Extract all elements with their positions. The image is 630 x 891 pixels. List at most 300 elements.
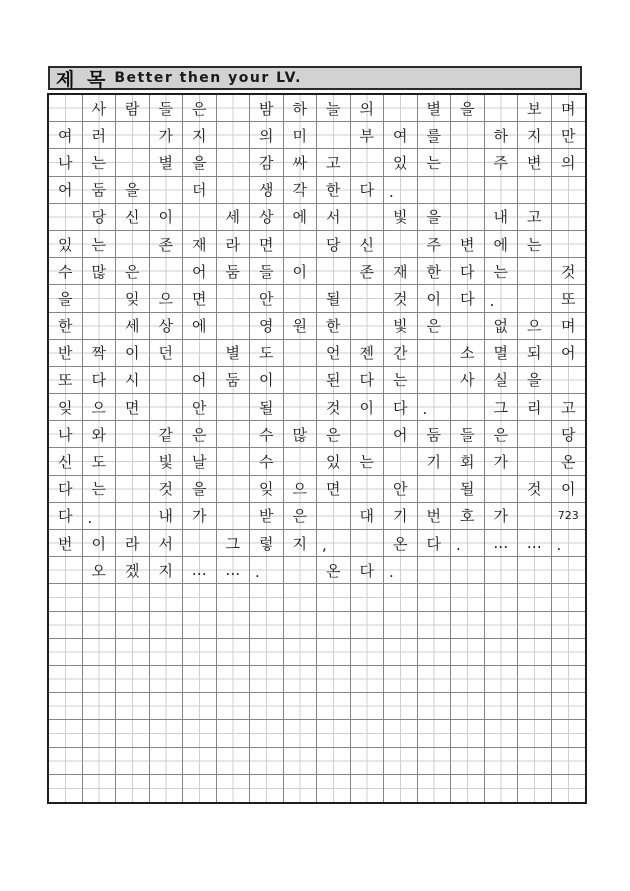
manuscript-cell: 잊 [49,394,83,421]
manuscript-cell [217,639,251,666]
manuscript-cell [116,503,150,530]
manuscript-cell [317,720,351,747]
manuscript-cell: 을 [49,285,83,312]
manuscript-cell [284,748,318,775]
manuscript-cell [485,177,519,204]
manuscript-cell [485,584,519,611]
manuscript-cell [116,231,150,258]
manuscript-cell: 당 [83,204,117,231]
manuscript-cell [116,122,150,149]
manuscript-cell: 한 [49,313,83,340]
manuscript-cell: 수 [250,448,284,475]
manuscript-cell [418,612,452,639]
manuscript-cell [351,748,385,775]
manuscript-cell: 원 [284,313,318,340]
manuscript-cell: 다 [351,177,385,204]
manuscript-cell: 을 [183,149,217,176]
manuscript-cell [518,612,552,639]
manuscript-cell: 을 [451,95,485,122]
manuscript-cell [217,693,251,720]
manuscript-cell [351,149,385,176]
manuscript-cell: 하 [284,95,318,122]
manuscript-cell: 면 [183,285,217,312]
manuscript-cell [284,340,318,367]
manuscript-cell [418,557,452,584]
manuscript-cell: 밤 [250,95,284,122]
manuscript-cell: 둠 [217,258,251,285]
manuscript-cell: 이 [284,258,318,285]
manuscript-cell [83,612,117,639]
manuscript-cell [384,639,418,666]
manuscript-cell [451,204,485,231]
manuscript-cell: 고 [317,149,351,176]
manuscript-cell: 면 [317,476,351,503]
manuscript-cell [451,666,485,693]
manuscript-cell [150,775,184,802]
manuscript-cell: 에 [284,204,318,231]
manuscript-cell: 라 [116,530,150,557]
manuscript-cell [552,748,586,775]
manuscript-cell: 나 [49,421,83,448]
manuscript-cell: 없 [485,313,519,340]
manuscript-cell: … [518,530,552,557]
manuscript-cell: 다 [49,476,83,503]
manuscript-cell [183,693,217,720]
manuscript-cell [485,639,519,666]
manuscript-cell [150,177,184,204]
manuscript-cell: . [451,530,485,557]
manuscript-cell [284,775,318,802]
manuscript-cell: 며 [552,95,586,122]
manuscript-cell [317,748,351,775]
manuscript-cell: 는 [518,231,552,258]
manuscript-cell [317,775,351,802]
manuscript-cell: 은 [317,421,351,448]
manuscript-cell: 영 [250,313,284,340]
manuscript-cell: 는 [485,258,519,285]
manuscript-cell [183,748,217,775]
manuscript-cell: 이 [552,476,586,503]
manuscript-cell [49,639,83,666]
manuscript-cell [418,720,452,747]
manuscript-cell: 다 [351,557,385,584]
manuscript-cell: … [217,557,251,584]
manuscript-cell [552,639,586,666]
manuscript-cell [183,720,217,747]
manuscript-cell [552,775,586,802]
manuscript-cell [250,775,284,802]
manuscript-cell [451,584,485,611]
manuscript-cell: 상 [250,204,284,231]
manuscript-cell [150,748,184,775]
manuscript-cell: 안 [183,394,217,421]
manuscript-cell: 으 [284,476,318,503]
manuscript-cell [518,448,552,475]
manuscript-cell: 잊 [250,476,284,503]
manuscript-cell: 서 [317,204,351,231]
manuscript-cell [351,285,385,312]
manuscript-cell [217,720,251,747]
manuscript-cell [418,639,452,666]
manuscript-cell: 고 [518,204,552,231]
manuscript-cell [552,557,586,584]
manuscript-cell: . [384,557,418,584]
manuscript-cell [49,748,83,775]
manuscript-cell [451,720,485,747]
manuscript-cell [284,367,318,394]
manuscript-cell: 회 [451,448,485,475]
manuscript-cell: 생 [250,177,284,204]
manuscript-cell [485,720,519,747]
manuscript-cell [451,177,485,204]
manuscript-cell [418,693,452,720]
manuscript-cell: 은 [418,313,452,340]
manuscript-cell [418,476,452,503]
manuscript-cell: 것 [150,476,184,503]
manuscript-cell: … [183,557,217,584]
manuscript-cell [83,313,117,340]
manuscript-cell [250,639,284,666]
manuscript-cell: 있 [317,448,351,475]
manuscript-cell [217,612,251,639]
manuscript-cell: 존 [351,258,385,285]
manuscript-cell [418,177,452,204]
manuscript-cell [150,720,184,747]
manuscript-cell: 여 [384,122,418,149]
manuscript-cell: 으 [83,394,117,421]
manuscript-cell: 람 [116,95,150,122]
manuscript-cell [418,340,452,367]
manuscript-cell: 싸 [284,149,318,176]
manuscript-cell [418,666,452,693]
manuscript-cell: 오 [83,557,117,584]
manuscript-cell: 부 [351,122,385,149]
manuscript-cell [518,775,552,802]
manuscript-cell: 그 [485,394,519,421]
manuscript-cell [250,748,284,775]
manuscript-cell [284,693,318,720]
manuscript-cell: 이 [116,340,150,367]
manuscript-cell [485,748,519,775]
manuscript-cell [384,231,418,258]
manuscript-cell: 라 [217,231,251,258]
manuscript-cell [116,666,150,693]
title-bar [48,66,582,90]
manuscript-cell [183,584,217,611]
manuscript-cell [116,612,150,639]
manuscript-cell: 이 [250,367,284,394]
manuscript-cell [49,204,83,231]
manuscript-cell: 될 [451,476,485,503]
manuscript-cell [284,639,318,666]
manuscript-cell [217,122,251,149]
manuscript-cell [116,639,150,666]
manuscript-cell [552,666,586,693]
manuscript-cell: 는 [418,149,452,176]
manuscript-cell: 당 [317,231,351,258]
document-title: Better then your LV. [114,70,302,86]
manuscript-cell [485,612,519,639]
manuscript-cell: 도 [83,448,117,475]
manuscript-cell: 어 [384,421,418,448]
manuscript-cell [351,612,385,639]
manuscript-cell: 될 [250,394,284,421]
manuscript-cell [183,666,217,693]
manuscript-cell: 내 [150,503,184,530]
manuscript-cell [384,775,418,802]
manuscript-cell: 된 [317,367,351,394]
manuscript-cell [83,720,117,747]
manuscript-cell: 대 [351,503,385,530]
manuscript-cell: 다 [351,367,385,394]
manuscript-cell [83,693,117,720]
manuscript-cell [418,367,452,394]
manuscript-cell [217,448,251,475]
manuscript-cell: 빛 [384,204,418,231]
manuscript-cell: 또 [552,285,586,312]
manuscript-cell: 것 [384,285,418,312]
manuscript-cell: 날 [183,448,217,475]
manuscript-cell [217,421,251,448]
manuscript-cell: 러 [83,122,117,149]
manuscript-cell: 호 [451,503,485,530]
manuscript-cell [451,693,485,720]
manuscript-cell [183,612,217,639]
manuscript-cell: 가 [485,503,519,530]
manuscript-cell: 것 [317,394,351,421]
manuscript-cell: 기 [418,448,452,475]
manuscript-cell [485,775,519,802]
manuscript-cell: 은 [183,421,217,448]
manuscript-cell [451,394,485,421]
manuscript-cell: 지 [284,530,318,557]
manuscript-cell: 렇 [250,530,284,557]
manuscript-cell [384,612,418,639]
manuscript-cell [217,666,251,693]
manuscript-cell: 는 [351,448,385,475]
manuscript-cell [284,231,318,258]
manuscript-cell [116,421,150,448]
manuscript-cell: 그 [217,530,251,557]
manuscript-cell: 별 [418,95,452,122]
manuscript-cell: 하 [485,122,519,149]
manuscript-cell [351,421,385,448]
manuscript-cell [351,530,385,557]
manuscript-cell: 어 [183,367,217,394]
manuscript-cell: 신 [351,231,385,258]
manuscript-cell [150,612,184,639]
manuscript-cell [83,775,117,802]
manuscript-cell: 다 [49,503,83,530]
manuscript-cell [183,639,217,666]
manuscript-cell: 던 [150,340,184,367]
manuscript-cell: 다 [451,258,485,285]
manuscript-cell [317,503,351,530]
manuscript-cell: 신 [116,204,150,231]
manuscript-cell: 들 [250,258,284,285]
manuscript-cell [451,149,485,176]
manuscript-cell [217,177,251,204]
manuscript-cell [250,612,284,639]
manuscript-cell [384,95,418,122]
manuscript-cell: 주 [418,231,452,258]
manuscript-cell: 들 [451,421,485,448]
manuscript-cell [150,693,184,720]
manuscript-cell: 번 [418,503,452,530]
manuscript-cell: 것 [552,258,586,285]
manuscript-cell: 나 [49,149,83,176]
manuscript-cell: 되 [518,340,552,367]
manuscript-cell: 시 [116,367,150,394]
manuscript-cell [518,258,552,285]
manuscript-cell: 변 [518,149,552,176]
manuscript-cell [451,557,485,584]
manuscript-cell: 잊 [116,285,150,312]
manuscript-cell [150,639,184,666]
manuscript-cell: 수 [49,258,83,285]
manuscript-cell: 은 [183,95,217,122]
manuscript-cell: 의 [250,122,284,149]
manuscript-cell [518,584,552,611]
manuscript-cell: 멸 [485,340,519,367]
manuscript-cell [49,666,83,693]
manuscript-cell: 만 [552,122,586,149]
manuscript-cell [49,557,83,584]
manuscript-cell [49,693,83,720]
manuscript-cell: 어 [49,177,83,204]
manuscript-cell [384,720,418,747]
manuscript-grid [47,93,587,804]
manuscript-cell [250,693,284,720]
manuscript-cell: 늘 [317,95,351,122]
manuscript-cell: 은 [284,503,318,530]
manuscript-cell [485,693,519,720]
manuscript-cell: 간 [384,340,418,367]
manuscript-cell [116,149,150,176]
manuscript-cell [284,394,318,421]
manuscript-cell: 을 [418,204,452,231]
manuscript-cell: 세 [116,313,150,340]
manuscript-cell: 고 [552,394,586,421]
manuscript-cell [116,476,150,503]
manuscript-cell: 실 [485,367,519,394]
manuscript-cell: 많 [284,421,318,448]
manuscript-cell: 으 [150,285,184,312]
manuscript-cell [351,476,385,503]
manuscript-cell [518,693,552,720]
manuscript-cell [451,612,485,639]
manuscript-cell [485,476,519,503]
manuscript-cell: 같 [150,421,184,448]
manuscript-cell: 온 [384,530,418,557]
manuscript-cell: 리 [518,394,552,421]
manuscript-cell [83,666,117,693]
manuscript-cell: 언 [317,340,351,367]
manuscript-cell [351,639,385,666]
manuscript-cell: 보 [518,95,552,122]
manuscript-cell [217,285,251,312]
manuscript-cell: 신 [49,448,83,475]
manuscript-cell [49,95,83,122]
manuscript-cell [150,394,184,421]
manuscript-cell [250,720,284,747]
manuscript-cell: 존 [150,231,184,258]
manuscript-cell [518,285,552,312]
manuscript-cell [552,693,586,720]
manuscript-cell: 의 [351,95,385,122]
manuscript-cell [351,775,385,802]
manuscript-cell: 감 [250,149,284,176]
manuscript-cell: 이 [83,530,117,557]
manuscript-cell [284,612,318,639]
manuscript-cell: 면 [250,231,284,258]
manuscript-cell: 이 [150,204,184,231]
manuscript-cell [284,666,318,693]
manuscript-cell: 는 [83,231,117,258]
manuscript-cell: 온 [552,448,586,475]
manuscript-cell: 723 [552,503,586,530]
manuscript-cell [518,177,552,204]
manuscript-cell [217,775,251,802]
manuscript-cell [552,367,586,394]
manuscript-cell: 재 [384,258,418,285]
manuscript-cell [518,666,552,693]
manuscript-cell [351,720,385,747]
manuscript-cell: 별 [150,149,184,176]
manuscript-cell [116,584,150,611]
manuscript-cell: 와 [83,421,117,448]
manuscript-cell [317,639,351,666]
manuscript-cell: 젠 [351,340,385,367]
manuscript-cell [518,421,552,448]
manuscript-cell [116,448,150,475]
title-label: 제 목 [56,68,109,91]
manuscript-cell: 사 [83,95,117,122]
manuscript-cell: 반 [49,340,83,367]
manuscript-cell [217,503,251,530]
manuscript-cell: 짝 [83,340,117,367]
manuscript-cell [317,584,351,611]
manuscript-cell [552,231,586,258]
manuscript-cell: 지 [518,122,552,149]
manuscript-cell [552,720,586,747]
manuscript-cell [116,775,150,802]
manuscript-cell [518,748,552,775]
manuscript-cell: 상 [150,313,184,340]
manuscript-cell: 번 [49,530,83,557]
manuscript-cell [485,666,519,693]
manuscript-cell [384,584,418,611]
manuscript-cell [150,367,184,394]
manuscript-cell [284,285,318,312]
manuscript-cell: 을 [183,476,217,503]
manuscript-cell: 을 [116,177,150,204]
manuscript-cell [518,720,552,747]
manuscript-cell [384,448,418,475]
manuscript-cell: 다 [384,394,418,421]
manuscript-cell [317,693,351,720]
manuscript-cell: 어 [183,258,217,285]
manuscript-cell: 으 [518,313,552,340]
manuscript-cell: 의 [552,149,586,176]
manuscript-cell [317,122,351,149]
manuscript-cell: 서 [150,530,184,557]
manuscript-cell: 될 [317,285,351,312]
manuscript-cell: 수 [250,421,284,448]
manuscript-cell: 는 [83,149,117,176]
manuscript-cell [49,612,83,639]
manuscript-cell: 에 [485,231,519,258]
